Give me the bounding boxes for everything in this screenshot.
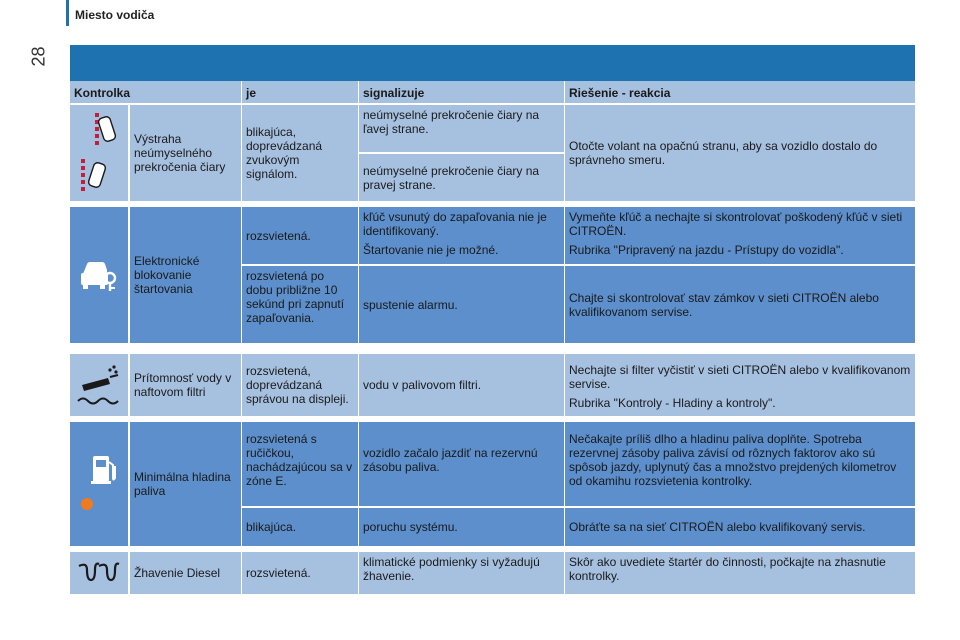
row-solution: Obráťte sa na sieť CITROËN alebo kvalifikovaný servis.	[565, 508, 915, 546]
table-row	[70, 552, 915, 594]
row-name: Žhavenie Diesel	[130, 552, 241, 594]
row-signal: vodu v palivovom filtri.	[359, 354, 564, 416]
signal-text: Štartovanie nie je možné.	[363, 243, 499, 257]
row-state: rozsvietená s ručičkou, nachádzajúcou sa v zóne E.	[242, 422, 358, 506]
row-signal	[359, 207, 564, 264]
row-signal: neúmyselné prekročenie čiary na pravej strane.	[359, 154, 564, 201]
solution-text: Rubrika "Pripravený na jazdu - Prístupy do vozidla".	[569, 243, 844, 257]
row-signal: neúmyselné prekročenie čiary na ľavej strane.	[359, 105, 564, 152]
water-in-fuel-icon	[70, 354, 128, 416]
row-state: blikajúca, doprevádzaná zvukovým signálom.	[242, 105, 358, 201]
row-solution: Skôr ako uvediete štartér do činnosti, počkajte na zhasnutie kontrolky.	[565, 552, 915, 594]
table-title-band	[70, 45, 915, 81]
row-name: Elektronické blokovanie štartovania	[130, 207, 241, 343]
header-signalizuje: signalizuje	[359, 81, 564, 103]
row-name: Prítomnosť vody v naftovom filtri	[130, 354, 241, 416]
solution-text: Vymeňte kľúč a nechajte si skontrolovať poškodený kľúč v sieti CITROËN.	[569, 210, 903, 238]
row-solution	[565, 354, 915, 416]
row-state: rozsvietená po dobu približne 10 sekúnd pri zapnutí zapaľovania.	[242, 266, 358, 343]
table-row	[70, 354, 915, 416]
signal-text: kľúč vsunutý do zapaľovania nie je identifikovaný.	[363, 210, 547, 238]
row-state: blikajúca.	[242, 508, 358, 546]
immobilizer-key-icon	[70, 207, 128, 343]
row-solution: Otočte volant na opačnú stranu, aby sa vozidlo dostalo do správneho smeru.	[565, 105, 915, 201]
table-header-row	[70, 81, 915, 103]
row-state: rozsvietená.	[242, 552, 358, 594]
row-name: Výstraha neúmyselného prekročenia čiary	[130, 105, 241, 201]
header-riesenie: Riešenie - reakcia	[565, 81, 915, 103]
fuel-pump-icon	[70, 422, 128, 546]
table-row	[70, 105, 915, 201]
solution-text: Rubrika "Kontroly - Hladiny a kontroly".	[569, 396, 776, 410]
header-accent-bar	[66, 0, 69, 26]
solution-text: Nechajte si filter vyčistiť v sieti CITROËN alebo v kvalifikovanom servise.	[569, 363, 911, 391]
glow-plug-icon	[70, 552, 128, 594]
row-solution	[565, 207, 915, 264]
row-signal: poruchu systému.	[359, 508, 564, 546]
table-row	[70, 422, 915, 546]
row-signal: spustenie alarmu.	[359, 266, 564, 343]
table-row	[70, 207, 915, 343]
row-state: rozsvietená, doprevádzaná správou na displeji.	[242, 354, 358, 416]
header-je: je	[242, 81, 358, 103]
row-solution: Nečakajte príliš dlho a hladinu paliva doplňte. Spotreba rezervnej zásoby paliva závisí od rôznych faktorov ako sú spôsob jazdy, uplynutý čas a množstvo prejdených kilometrov od okamihu rozsvietenia kontrolky.	[565, 422, 915, 506]
row-signal: klimatické podmienky si vyžadujú žhavenie.	[359, 552, 564, 594]
page-number: 28	[28, 46, 49, 67]
header-kontrolka: Kontrolka	[70, 81, 241, 103]
row-solution: Chajte si skontrolovať stav zámkov v sieti CITROËN alebo kvalifikovanom servise.	[565, 266, 915, 343]
row-name: Minimálna hladina paliva	[130, 422, 241, 546]
row-signal: vozidlo začalo jazdiť na rezervnú zásobu paliva.	[359, 422, 564, 506]
lane-departure-icon	[70, 105, 128, 201]
row-state: rozsvietená.	[242, 207, 358, 264]
section-title: Miesto vodiča	[75, 8, 155, 22]
